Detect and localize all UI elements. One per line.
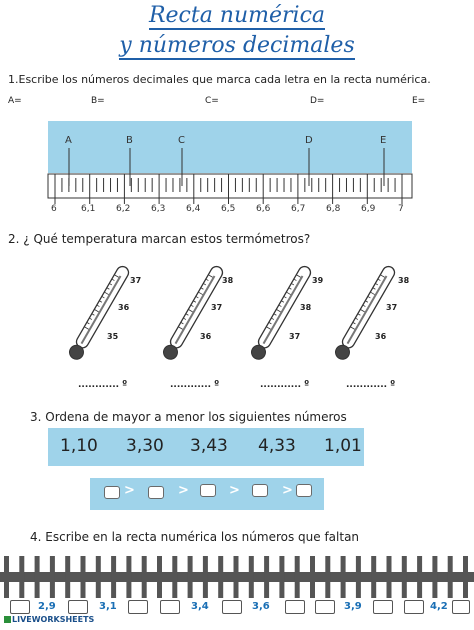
letter-a: A — [65, 135, 72, 146]
number-2: 3,30 — [126, 436, 164, 456]
fence-post — [279, 556, 284, 598]
letter-c: C — [178, 135, 185, 146]
order-box-4[interactable] — [252, 484, 268, 497]
answer-label-b: B= — [91, 96, 105, 106]
greater-than-2: > — [178, 483, 189, 498]
answer-label-a: A= — [8, 96, 22, 106]
fence-post — [172, 556, 177, 598]
answer-input-c[interactable] — [220, 96, 256, 108]
fence-post — [417, 556, 422, 598]
nl-box-1[interactable] — [10, 600, 30, 614]
logo-icon — [4, 616, 11, 623]
fence-post — [203, 556, 208, 598]
thermo-1-label-low: 35 — [107, 332, 119, 341]
nl-box-8[interactable] — [373, 600, 393, 614]
tick-label: 7 — [398, 204, 404, 214]
thermo-2-label-low: 36 — [200, 332, 212, 341]
title-line-2: y números decimales — [119, 33, 355, 58]
fence-post — [35, 556, 40, 598]
letter-d: D — [305, 135, 313, 146]
nl-value-4: 3,6 — [252, 601, 270, 612]
fence-post — [19, 556, 24, 598]
fence-post — [432, 556, 437, 598]
nl-box-6[interactable] — [285, 600, 305, 614]
tick-label: 6,3 — [151, 204, 166, 214]
tick-label: 6,4 — [186, 204, 201, 214]
question-3-text: 3. Ordena de mayor a menor los siguientes números — [30, 410, 347, 424]
answer-label-e: E= — [412, 96, 426, 106]
thermo-1-answer[interactable]: ............ º — [78, 380, 128, 390]
letter-b: B — [126, 135, 133, 146]
fence-post — [157, 556, 162, 598]
thermo-1-label-top: 37 — [130, 276, 142, 285]
fence-post — [463, 556, 468, 598]
liveworksheets-logo[interactable]: LIVEWORKSHEETS — [4, 615, 94, 624]
thermometer-2 — [161, 264, 226, 362]
thermo-3-label-top: 39 — [312, 276, 324, 285]
nl-value-3: 3,4 — [191, 601, 209, 612]
thermometer-3 — [249, 264, 314, 362]
nl-box-3[interactable] — [128, 600, 148, 614]
thermo-2-label-top: 38 — [222, 276, 234, 285]
fence-post — [4, 556, 9, 598]
tick-label: 6,5 — [221, 204, 236, 214]
thermo-3-answer[interactable]: ............ º — [260, 380, 310, 390]
order-box-5[interactable] — [296, 484, 312, 497]
tick-label: 6,1 — [81, 204, 96, 214]
title-line-1: Recta numérica — [148, 3, 326, 28]
thermo-4-label-low: 36 — [375, 332, 387, 341]
nl-box-7[interactable] — [315, 600, 335, 614]
tick-label: 6,6 — [256, 204, 271, 214]
number-1: 1,10 — [60, 436, 98, 456]
fence-post — [402, 556, 407, 598]
fence-post — [188, 556, 193, 598]
number-3: 3,43 — [190, 436, 228, 456]
fence-post — [295, 556, 300, 598]
order-box-3[interactable] — [200, 484, 216, 497]
tick-label: 6 — [51, 204, 57, 214]
thermometer-4 — [333, 264, 398, 362]
nl-value-5: 3,9 — [344, 601, 362, 612]
nl-box-4[interactable] — [160, 600, 180, 614]
number-line-2 — [0, 546, 474, 602]
answer-label-c: C= — [205, 96, 219, 106]
thermo-2-answer[interactable]: ............ º — [170, 380, 220, 390]
greater-than-1: > — [124, 483, 135, 498]
tick-label: 6,7 — [291, 204, 306, 214]
thermo-3-label-mid: 38 — [300, 303, 312, 312]
question-1-text: 1.Escribe los números decimales que marca cada letra en la recta numérica. — [8, 73, 431, 86]
fence-post — [142, 556, 147, 598]
greater-than-4: > — [282, 483, 293, 498]
fence-post — [218, 556, 223, 598]
nl-box-5[interactable] — [222, 600, 242, 614]
fence-post — [81, 556, 86, 598]
fence-post — [325, 556, 330, 598]
nl-value-2: 3,1 — [99, 601, 117, 612]
fence-post — [249, 556, 254, 598]
nl-box-9[interactable] — [404, 600, 424, 614]
fence-post — [371, 556, 376, 598]
thermo-2-label-mid: 37 — [211, 303, 223, 312]
fence-post — [448, 556, 453, 598]
fence-post — [96, 556, 101, 598]
nl-box-10[interactable] — [452, 600, 470, 614]
thermo-4-answer[interactable]: ............ º — [346, 380, 396, 390]
question-2-text: 2. ¿ Qué temperatura marcan estos termómetros? — [8, 232, 311, 246]
nl-value-6: 4,2 — [430, 601, 448, 612]
nl-value-1: 2,9 — [38, 601, 56, 612]
thermometers — [0, 252, 474, 372]
fence-post — [264, 556, 269, 598]
thermo-4-label-top: 38 — [398, 276, 410, 285]
order-box-1[interactable] — [104, 486, 120, 499]
fence-post — [356, 556, 361, 598]
fence-post — [234, 556, 239, 598]
answer-input-a[interactable] — [22, 96, 58, 108]
tick-label: 6,8 — [326, 204, 341, 214]
tick-label: 6,2 — [116, 204, 131, 214]
thermo-3-label-low: 37 — [289, 332, 301, 341]
number-4: 4,33 — [258, 436, 296, 456]
tick-label: 6,9 — [361, 204, 376, 214]
fence-post — [111, 556, 116, 598]
thermo-1-label-mid: 36 — [118, 303, 130, 312]
answer-input-e[interactable] — [427, 96, 463, 108]
nl-box-2[interactable] — [68, 600, 88, 614]
answer-label-d: D= — [310, 96, 325, 106]
thermo-4-label-mid: 37 — [386, 303, 398, 312]
answer-input-d[interactable] — [325, 96, 361, 108]
letter-e: E — [380, 135, 387, 146]
fence-post — [126, 556, 131, 598]
number-5: 1,01 — [324, 436, 362, 456]
fence-post — [341, 556, 346, 598]
fence-post — [310, 556, 315, 598]
greater-than-3: > — [229, 483, 240, 498]
question-4-text: 4. Escribe en la recta numérica los números que faltan — [30, 530, 360, 544]
fence-post — [50, 556, 55, 598]
answer-input-b[interactable] — [106, 96, 142, 108]
fence-post — [387, 556, 392, 598]
fence-post — [65, 556, 70, 598]
order-box-2[interactable] — [148, 486, 164, 499]
thermometer-1 — [67, 264, 132, 362]
